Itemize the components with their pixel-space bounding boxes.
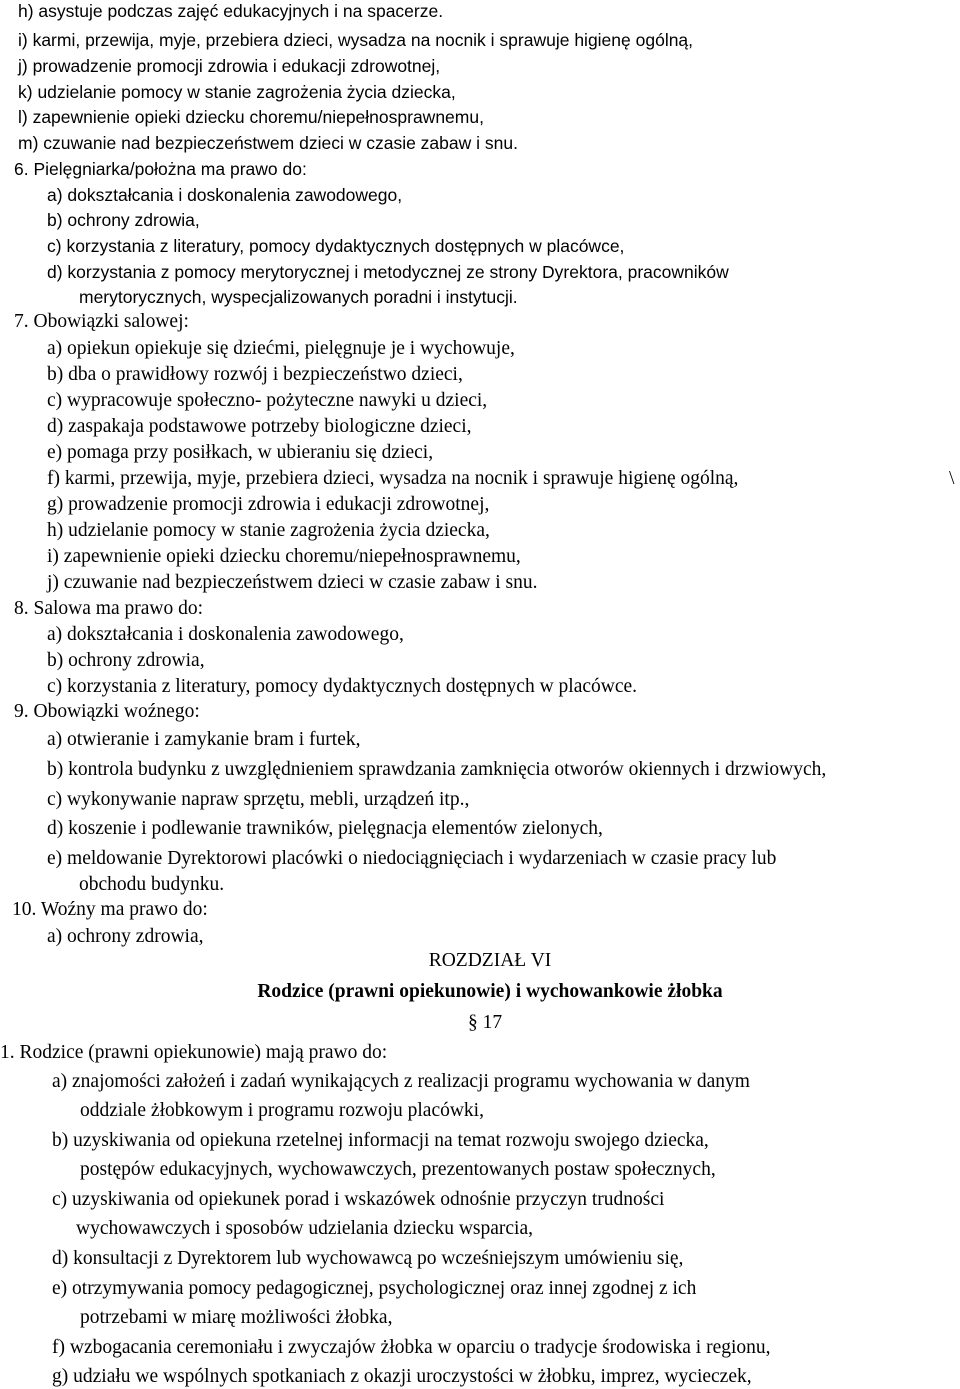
list-item-continuation: wychowawczych i sposobów udzielania dziecku wsparcia, (76, 1218, 534, 1239)
list-item-continuation: potrzebami w miarę możliwości żłobka, (80, 1307, 393, 1328)
chapter-number: ROZDZIAŁ VI (428, 950, 552, 971)
list-item: c) korzystania z literatury, pomocy dydaktycznych dostępnych w placówce, (47, 236, 625, 256)
section-heading-8: 8. Salowa ma prawo do: (14, 598, 204, 619)
list-item: a) otwieranie i zamykanie bram i furtek, (47, 729, 361, 750)
list-item: i) zapewnienie opieki dziecku choremu/niepełnosprawnemu, (47, 546, 521, 567)
list-item-continuation: postępów edukacyjnych, wychowawczych, prezentowanych postaw społecznych, (80, 1159, 716, 1180)
list-item: f) wzbogacania ceremoniału i zwyczajów żłobka w oparciu o tradycje środowiska i regionu, (52, 1337, 771, 1358)
list-item: b) uzyskiwania od opiekuna rzetelnej informacji na temat rozwoju swojego dziecka, (52, 1130, 709, 1151)
list-item: a) ochrony zdrowia, (47, 926, 204, 947)
list-item-continuation: obchodu budynku. (79, 874, 225, 895)
list-item: k) udzielanie pomocy w stanie zagrożenia życia dziecka, (18, 82, 456, 102)
list-item: g) udziału we wspólnych spotkaniach z okazji uroczystości w żłobku, imprez, wycieczek, (52, 1366, 752, 1387)
list-item: b) ochrony zdrowia, (47, 210, 200, 230)
list-item: d) koszenie i podlewanie trawników, pielęgnacja elementów zielonych, (47, 818, 603, 839)
list-item: c) korzystania z literatury, pomocy dydaktycznych dostępnych w placówce. (47, 676, 638, 697)
list-item: b) dba o prawidłowy rozwój i bezpieczeństwo dzieci, (47, 364, 463, 385)
list-item: a) dokształcania i doskonalenia zawodowego, (47, 624, 404, 645)
list-item: d) zaspakaja podstawowe potrzeby biologiczne dzieci, (47, 416, 472, 437)
list-item: i) karmi, przewija, myje, przebiera dzieci, wysadza na nocnik i sprawuje higienę ogólną, (18, 30, 694, 50)
list-item: j) prowadzenie promocji zdrowia i edukacji zdrowotnej, (18, 56, 441, 76)
list-item: g) prowadzenie promocji zdrowia i edukacji zdrowotnej, (47, 494, 490, 515)
list-item: c) wykonywanie napraw sprzętu, mebli, urządzeń itp., (47, 789, 470, 810)
list-item: c) wypracowuje społeczno- pożyteczne nawyki u dzieci, (47, 390, 488, 411)
list-item: e) meldowanie Dyrektorowi placówki o niedociągnięciach i wydarzeniach w czasie pracy lub (47, 848, 777, 869)
stray-mark: \ (949, 468, 955, 489)
list-item: b) kontrola budynku z uwzględnieniem sprawdzania zamknięcia otworów okiennych i drzwiowych, (47, 759, 827, 780)
section-heading-6: 6. Pielęgniarka/położna ma prawo do: (14, 159, 307, 179)
list-item: h) asystuje podczas zajęć edukacyjnych i na spacerze. (18, 1, 444, 21)
list-item: c) uzyskiwania od opiekunek porad i wskazówek odnośnie przyczyn trudności (52, 1189, 665, 1210)
list-item: d) konsultacji z Dyrektorem lub wychowawcą po wcześniejszym umówieniu się, (52, 1248, 684, 1269)
list-item: m) czuwanie nad bezpieczeństwem dzieci w czasie zabaw i snu. (18, 133, 518, 153)
list-item: j) czuwanie nad bezpieczeństwem dzieci w czasie zabaw i snu. (47, 572, 538, 593)
section-heading-10: 10. Woźny ma prawo do: (12, 899, 208, 920)
list-item: a) dokształcania i doskonalenia zawodowego, (47, 185, 403, 205)
list-item: e) otrzymywania pomocy pedagogicznej, psychologicznej oraz innej zgodnej z ich (52, 1278, 697, 1299)
list-item: a) znajomości założeń i zadań wynikających z realizacji programu wychowania w danym (52, 1071, 750, 1092)
section-heading-9: 9. Obowiązki woźnego: (14, 701, 200, 722)
list-item-continuation: merytorycznych, wyspecjalizowanych poradni i instytucji. (79, 287, 518, 307)
list-item: f) karmi, przewija, myje, przebiera dzieci, wysadza na nocnik i sprawuje higienę ogólną, (47, 468, 739, 489)
list-item: h) udzielanie pomocy w stanie zagrożenia życia dziecka, (47, 520, 490, 541)
list-item: a) opiekun opiekuje się dziećmi, pielęgnuje je i wychowuje, (47, 338, 515, 359)
chapter-title: Rodzice (prawni opiekunowie) i wychowankowie żłobka (257, 981, 723, 1002)
section-heading-7: 7. Obowiązki salowej: (14, 311, 189, 332)
paragraph-number: § 17 (468, 1012, 503, 1033)
list-item: b) ochrony zdrowia, (47, 650, 205, 671)
list-item: e) pomaga przy posiłkach, w ubieraniu się dzieci, (47, 442, 434, 463)
list-item: d) korzystania z pomocy merytorycznej i metodycznej ze strony Dyrektora, pracowników (47, 262, 729, 282)
list-item: l) zapewnienie opieki dziecku choremu/niepełnosprawnemu, (18, 107, 484, 127)
section-heading-1: 1. Rodzice (prawni opiekunowie) mają prawo do: (0, 1042, 388, 1063)
list-item-continuation: oddziale żłobkowym i programu rozwoju placówki, (80, 1100, 484, 1121)
